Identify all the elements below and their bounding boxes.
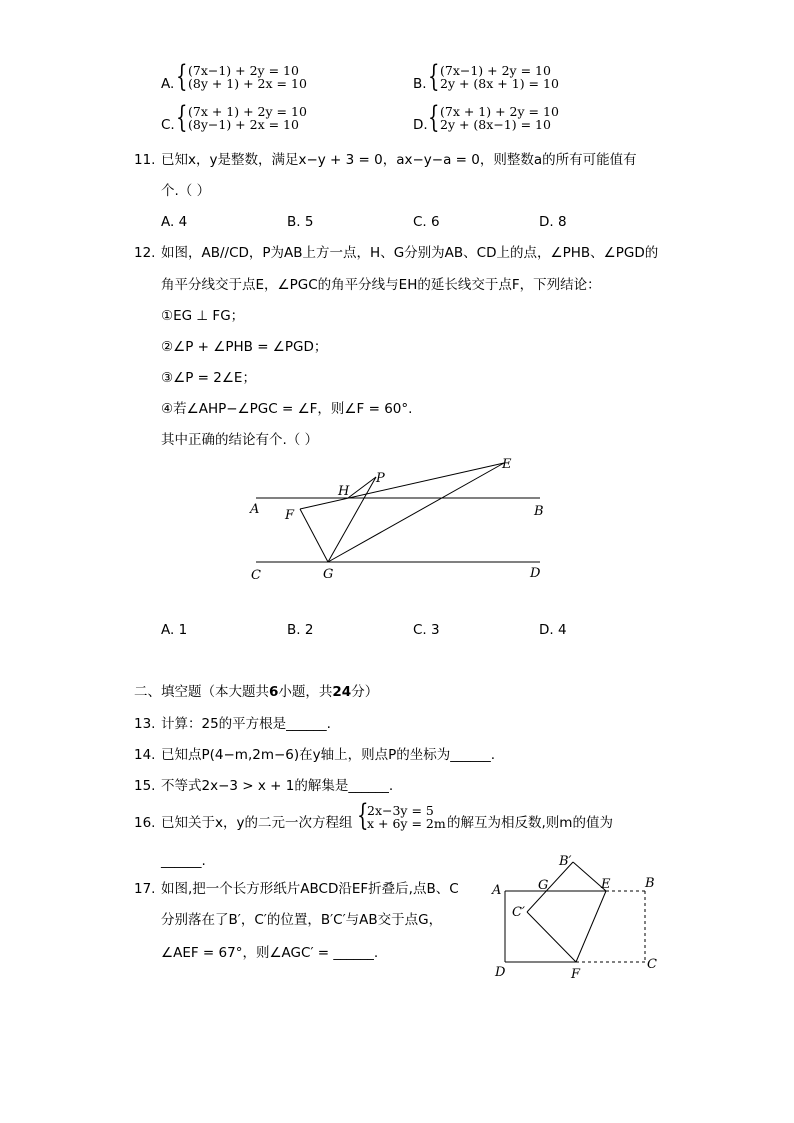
question-number: 13. bbox=[134, 716, 156, 732]
option-d: D. 8 bbox=[539, 214, 567, 230]
label-g: G bbox=[538, 878, 549, 893]
label-e: E bbox=[601, 877, 611, 892]
question-text-cont: 的解互为相反数,则m的值为 bbox=[447, 815, 613, 831]
question-text: 如图，AB//CD，P为AB上方一点，H、G分别为AB、CD上的点，∠PHB、∠PGD的 bbox=[161, 245, 659, 261]
segment-b-prime-c-prime bbox=[527, 862, 573, 912]
question-number: 11. bbox=[134, 152, 156, 168]
statement-2: ②∠P + ∠PHB = ∠PGD； bbox=[161, 339, 328, 355]
brace-icon: { bbox=[176, 59, 188, 94]
label-b-prime: B′ bbox=[559, 854, 572, 869]
q10-option-b-system: (7x−1) + 2y = 10 2y + (8x + 1) = 10 bbox=[440, 63, 559, 91]
label-p: P bbox=[376, 471, 385, 486]
question-number: 17. bbox=[134, 881, 156, 897]
question-text: 不等式2x−3 > x + 1的解集是______. bbox=[161, 778, 394, 794]
answer-blank: ______. bbox=[161, 853, 206, 869]
option-a: A. 1 bbox=[161, 622, 188, 638]
label-a: A bbox=[492, 883, 502, 898]
q10-option-a-label: A. bbox=[161, 76, 175, 92]
statement-1: ①EG ⊥ FG； bbox=[161, 308, 245, 324]
fold-line-ef bbox=[576, 891, 606, 962]
question-text-cont: 分别落在了B′，C′的位置，B′C′与AB交于点G， bbox=[161, 912, 443, 928]
brace-icon: { bbox=[428, 59, 440, 94]
question-text-cont: 角平分线交于点E，∠PGC的角平分线与EH的延长线交于点F，下列结论： bbox=[161, 277, 601, 293]
q10-option-a-system: (7x−1) + 2y = 10 (8y + 1) + 2x = 10 bbox=[188, 63, 307, 91]
label-c: C bbox=[251, 568, 261, 583]
question-text: 如图,把一个长方形纸片ABCD沿EF折叠后,点B、C bbox=[161, 881, 459, 897]
label-b: B bbox=[645, 876, 655, 891]
question-text: 已知关于x，y的二元一次方程组 bbox=[161, 815, 353, 831]
brace-icon: { bbox=[428, 100, 440, 135]
option-a: A. 4 bbox=[161, 214, 188, 230]
option-b: B. 2 bbox=[287, 622, 314, 638]
label-f: F bbox=[285, 508, 295, 523]
question-text-cont: 个.（ ） bbox=[161, 183, 211, 199]
label-c-prime: C′ bbox=[512, 905, 525, 920]
question-number: 14. bbox=[134, 747, 156, 763]
option-b: B. 5 bbox=[287, 214, 314, 230]
option-d: D. 4 bbox=[539, 622, 567, 638]
section-heading: 二、填空题（本大题共6小题，共24分） bbox=[134, 684, 379, 700]
question-text-cont: ∠AEF = 67°，则∠AGC′ = ______. bbox=[161, 945, 379, 961]
label-b: B bbox=[534, 504, 544, 519]
label-c: C bbox=[647, 957, 657, 972]
segment-c-prime-f bbox=[527, 912, 576, 962]
question-prompt: 其中正确的结论有个.（ ） bbox=[161, 432, 319, 448]
brace-icon: { bbox=[357, 798, 369, 833]
question-number: 16. bbox=[134, 815, 156, 831]
q10-option-d-system: (7x + 1) + 2y = 10 2y + (8x−1) = 10 bbox=[440, 104, 559, 132]
question-text: 计算：25的平方根是______. bbox=[161, 716, 331, 732]
label-h: H bbox=[338, 484, 350, 499]
question-text: 已知点P(4−m,2m−6)在y轴上，则点P的坐标为______. bbox=[161, 747, 496, 763]
statement-4: ④若∠AHP−∠PGC = ∠F，则∠F = 60°. bbox=[161, 401, 413, 417]
brace-icon: { bbox=[176, 100, 188, 135]
equation-system: 2x−3y = 5 x + 6y = 2m bbox=[367, 803, 446, 831]
question-number: 15. bbox=[134, 778, 156, 794]
label-f: F bbox=[571, 967, 581, 982]
label-g: G bbox=[323, 567, 334, 582]
q10-option-b-label: B. bbox=[413, 76, 427, 92]
option-c: C. 3 bbox=[413, 622, 440, 638]
q10-option-d-label: D. bbox=[413, 117, 428, 133]
q10-option-c-label: C. bbox=[161, 117, 175, 133]
question-number: 12. bbox=[134, 245, 156, 261]
option-c: C. 6 bbox=[413, 214, 440, 230]
label-d: D bbox=[530, 566, 541, 581]
label-a: A bbox=[250, 502, 260, 517]
q10-option-c-system: (7x + 1) + 2y = 10 (8y−1) + 2x = 10 bbox=[188, 104, 307, 132]
label-e: E bbox=[502, 457, 512, 472]
question-text: 已知x，y是整数，满足x−y + 3 = 0，ax−y−a = 0，则整数a的所有可能值有 bbox=[161, 152, 637, 168]
statement-3: ③∠P = 2∠E； bbox=[161, 370, 256, 386]
label-d: D bbox=[495, 965, 506, 980]
